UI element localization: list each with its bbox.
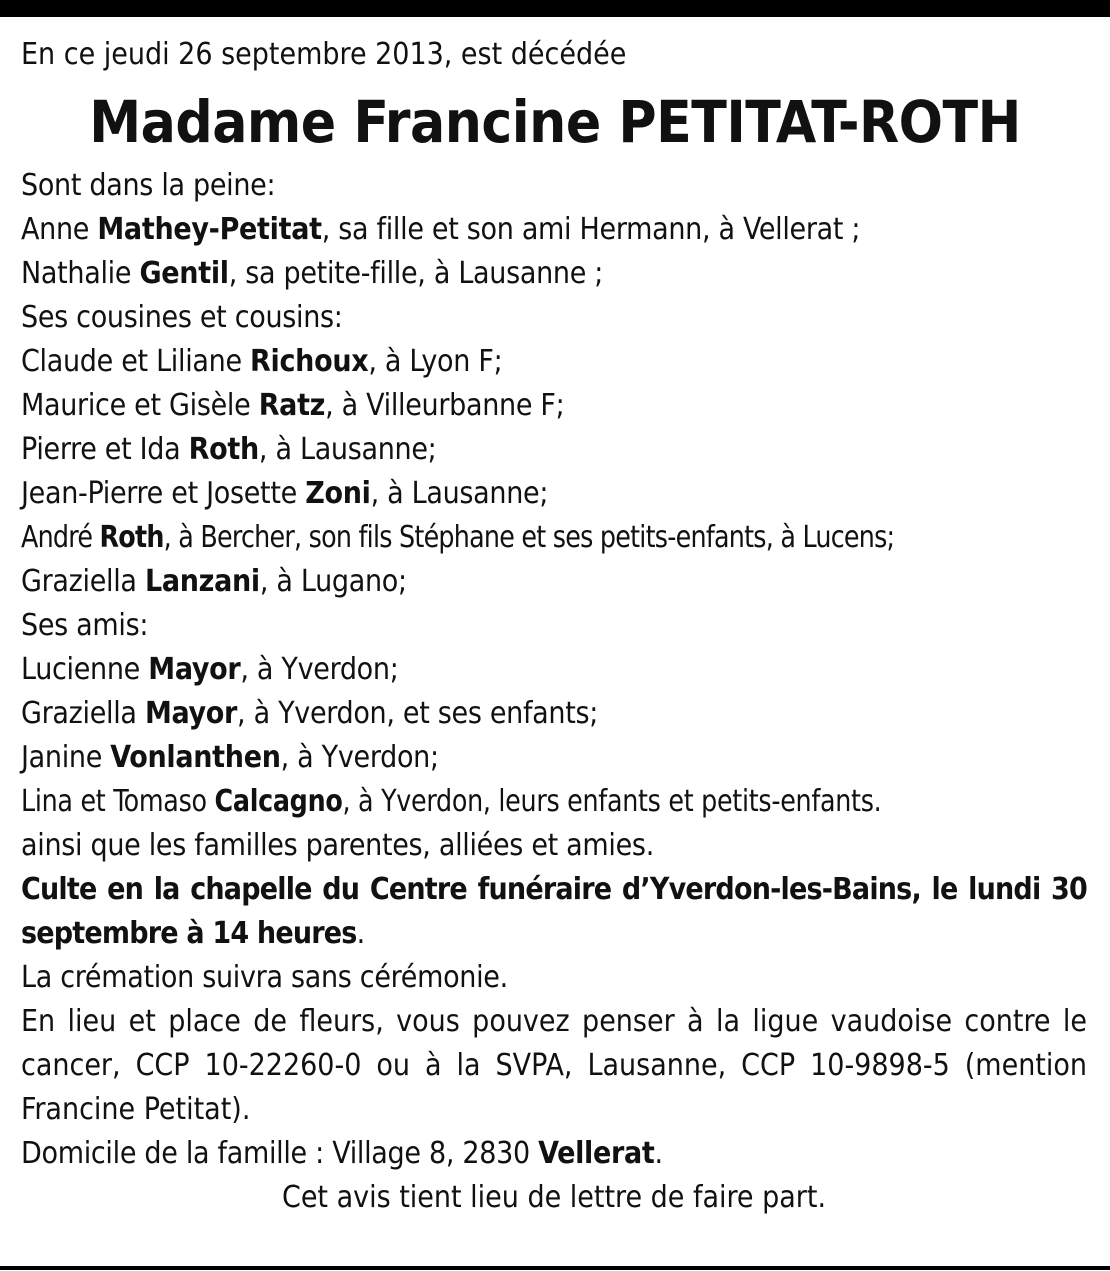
families-line: ainsi que les familles parentes, alliées et amies.: [21, 828, 654, 863]
friend-surname: Mayor: [144, 696, 238, 731]
intro-line: En ce jeudi 26 septembre 2013, est décédée: [21, 37, 627, 72]
service-details: Culte en la chapelle du Centre funéraire d’Yverdon-les-Bains, le lundi 30 septembre à 14 heures: [21, 872, 1087, 951]
footer-note: Cet avis tient lieu de lettre de faire part.: [281, 1180, 827, 1215]
cremation-line: La crémation suivra sans cérémonie.: [21, 960, 508, 995]
friend-entry: Lucienne Mayor, à Yverdon;: [21, 652, 399, 687]
friend-surname: Calcagno: [214, 784, 343, 819]
family-entry: Anne Mathey-Petitat, sa fille et son ami Hermann, à Vellerat ;: [21, 212, 861, 247]
family-surname: Mathey-Petitat: [97, 212, 322, 247]
friend-entry: Graziella Mayor, à Yverdon, et ses enfants;: [21, 696, 599, 731]
cousin-entry: Pierre et Ida Roth, à Lausanne;: [21, 432, 437, 467]
bottom-border-rule: [0, 1266, 1110, 1270]
cousin-entry: Jean-Pierre et Josette Zoni, à Lausanne;: [21, 476, 549, 511]
friend-entry: Janine Vonlanthen, à Yverdon;: [21, 740, 439, 775]
domicile-line: Domicile de la famille : Village 8, 2830 Vellerat.: [21, 1136, 663, 1171]
family-surname: Gentil: [139, 256, 229, 291]
cousin-surname: Zoni: [305, 476, 371, 511]
donation-paragraph: En lieu et place de fleurs, vous pouvez penser à la ligue vaudoise contre le cancer, CCP 10-22260-0 ou à la SVPA, Lausanne, CCP 10-9898-5 (mention Francine Petitat).: [21, 1004, 1087, 1127]
cousin-surname: Roth: [188, 432, 259, 467]
friends-header: Ses amis:: [21, 608, 149, 643]
cousins-header: Ses cousines et cousins:: [21, 300, 343, 335]
friend-entry: Lina et Tomaso Calcagno, à Yverdon, leurs enfants et petits-enfants.: [21, 784, 882, 819]
cousin-surname: Richoux: [250, 344, 369, 379]
top-border-rule: [0, 0, 1110, 17]
service-announcement: Culte en la chapelle du Centre funéraire d’Yverdon-les-Bains, le lundi 30 septembre à 14 heures.: [21, 872, 1087, 951]
family-entry: Nathalie Gentil, sa petite-fille, à Lausanne ;: [21, 256, 604, 291]
notice-content: [21, 30, 1087, 1220]
cousin-entry: Claude et Liliane Richoux, à Lyon F;: [21, 344, 503, 379]
cousin-surname: Roth: [99, 520, 164, 555]
cousin-surname: Ratz: [258, 388, 326, 423]
friend-surname: Mayor: [148, 652, 241, 687]
cousin-surname: Lanzani: [144, 564, 260, 599]
grieving-header: Sont dans la peine:: [21, 168, 276, 203]
deceased-name-title: Madame Francine PETITAT-ROTH: [89, 88, 1021, 156]
cousin-entry: Maurice et Gisèle Ratz, à Villeurbanne F;: [21, 388, 565, 423]
cousin-entry: Graziella Lanzani, à Lugano;: [21, 564, 407, 599]
domicile-town: Vellerat: [538, 1136, 655, 1171]
cousin-entry: André Roth, à Bercher, son fils Stéphane et ses petits-enfants, à Lucens;: [21, 520, 895, 555]
friend-surname: Vonlanthen: [110, 740, 281, 775]
